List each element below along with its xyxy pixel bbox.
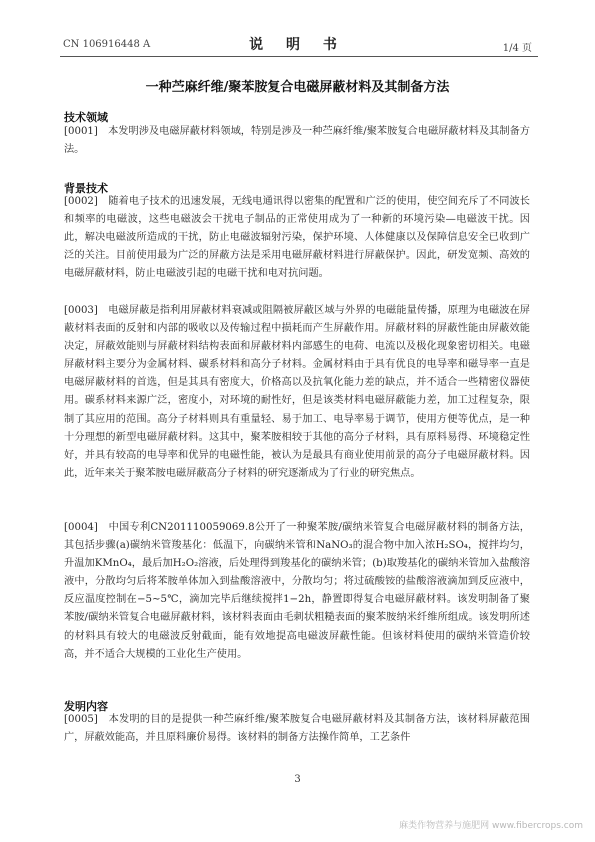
heading-summary: 发明内容 (64, 700, 108, 713)
heading-technical-field: 技术领域 (64, 111, 108, 124)
watermark: 麻类作物营养与施肥网 www.fibercrops.com (399, 821, 583, 831)
document-title: 一种苎麻纤维/聚苯胺复合电磁屏蔽材料及其制备方法 (145, 80, 450, 95)
patent-number: CN 106916448 A (63, 39, 151, 50)
paragraph-0005: [0005] 本发明的目的是提供一种苎麻纤维/聚苯胺复合电磁屏蔽材料及其制备方法，该材料屏蔽范围广，屏蔽效能高，并且原料廉价易得。该材料的制备方法操作简单，工艺条件 (64, 714, 530, 744)
heading-background: 背景技术 (64, 182, 108, 195)
page-number: 3 (294, 774, 301, 785)
header-divider (60, 56, 538, 57)
paragraph-0003: [0003] 电磁屏蔽是指利用屏蔽材料衰减或阻隔被屏蔽区域与外界的电磁能量传播，原理为电磁波在屏蔽材料表面的反射和内部的吸收以及传输过程中损耗而产生屏蔽作用。屏蔽材料的屏蔽性能由屏蔽效能决定，屏蔽效能则与屏蔽材料结构表面和屏蔽材料内部感生的电荷、电流以及极化现象密切相关。电磁屏蔽材料主要分为金属材料、碳系材料和高分子材料。金属材料由于具有优良的电导率和磁导率一直是电磁屏蔽材料的首选，但是其具有密度大，价格高以及抗氧化能力差的缺点，并不适合一些精密仪器使用。碳系材料来源广泛，密度小，对环境的耐性好，但是该类材料电磁屏蔽能力差，加工过程复杂，限制了其应用的范围。高分子材料则具有重量轻、易于加工、电导率易于调节，使用方便等优点，是一种十分理想的新型电磁屏蔽材料。这其中，聚苯胺相较于其他的高分子材料，具有原料易得、环境稳定性好，并具有较高的电导率和优异的电磁性能，被认为是最具有商业使用前景的高分子电磁屏蔽材料。因此，近年来关于聚苯胺电磁屏蔽高分子材料的研究逐渐成为了行业的研究焦点。 (64, 305, 530, 479)
paragraph-0004: [0004] 中国专利CN201110059069.8公开了一种聚苯胺/碳纳米管复合电磁屏蔽材料的制备方法，其包括步骤(a)碳纳米管羧基化：低温下，向碳纳米管和NaNO₃的混合物中加入浓H₂SO₄，搅拌均匀，升温加KMnO₄，最后加H₂O₂溶液，后处理得到羧基化的碳纳米管；(b)取羧基化的碳纳米管加入盐酸溶液中，分散均匀后将苯胺单体加入到盐酸溶液中，分散均匀；将过硫酸铵的盐酸溶液滴加到反应液中，反应温度控制在−5∼5℃，滴加完毕后继续搅拌1−2h，静置即得复合电磁屏蔽材料。该发明制备了聚苯胺/碳纳米管复合电磁屏蔽材料，该材料表面由毛刺状粗糙表面的聚苯胺纳米纤维所组成。该发明所述的材料具有较大的电磁波反射截面，能有效地提高电磁波屏蔽性能。但该材料使用的碳纳米管造价较高，并不适合大规模的工业化生产使用。 (64, 522, 530, 660)
paragraph-0001: [0001] 本发明涉及电磁屏蔽材料领域，特别是涉及一种苎麻纤维/聚苯胺复合电磁屏蔽材料及其制备方法。 (64, 126, 530, 156)
paragraph-0002: [0002] 随着电子技术的迅速发展，无线电通讯得以密集的配置和广泛的使用，使空间充斥了不同波长和频率的电磁波，这些电磁波会干扰电子制品的正常使用成为了一种新的环境污染—电磁波干扰。因此，解决电磁波所造成的干扰，防止电磁波辐射污染，保护环境、人体健康以及保障信息安全已收到广泛的关注。目前使用最为广泛的屏蔽方法是采用电磁屏蔽材料进行屏蔽保护。因此，研发宽频、高效的电磁屏蔽材料，防止电磁波引起的电磁干扰和电对抗问题。 (64, 196, 530, 280)
section-title: 说 明 书 (249, 37, 346, 53)
page-indicator: 1/4 页 (502, 43, 532, 54)
